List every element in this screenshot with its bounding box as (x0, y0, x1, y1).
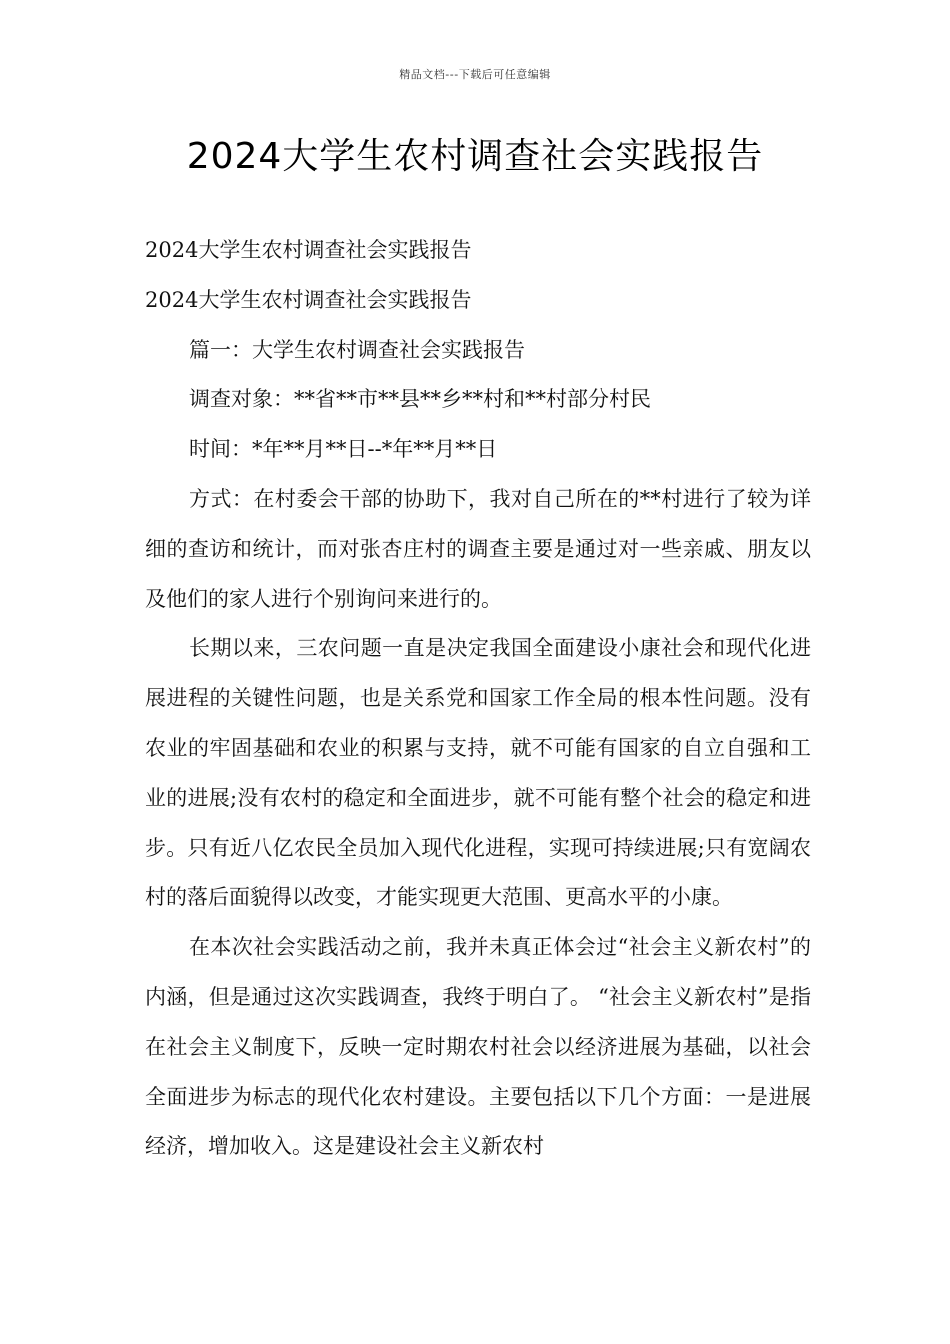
document-title: 2024大学生农村调查社会实践报告 (186, 136, 764, 177)
body-paragraph: 时间：*年**月**日--*年**月**日 (189, 437, 498, 462)
body-paragraph: 方式：在村委会干部的协助下，我对自己所在的**村进行了较为详细的查访和统计，而对张杏庄村的调查主要是通过对一些亲戚、朋友以及他们的家人进行个别询问来进行的。 (145, 486, 811, 611)
body-paragraph: 篇一：大学生农村调查社会实践报告 (189, 337, 525, 362)
header-note: 精品文档---下载后可任意编辑 (399, 68, 551, 81)
body-paragraph: 调查对象：**省**市**县**乡**村和**村部分村民 (189, 387, 651, 412)
document-body (145, 226, 811, 1172)
body-paragraph: 在本次社会实践活动之前，我并未真正体会过“社会主义新农村”的内涵，但是通过这次实践调查，我终于明白了。 “社会主义新农村”是指在社会主义制度下，反映一定时期农村社会以经济进展为基础，以社会全面进步为标志的现代化农村建设。主要包括以下几个方面：一是进展经济，增加收入。这是建设社会主义新农村 (145, 935, 811, 1159)
body-paragraph: 2024大学生农村调查社会实践报告 (145, 287, 472, 312)
body-paragraph: 长期以来，三农问题一直是决定我国全面建设小康社会和现代化进展进程的关键性问题，也是关系党和国家工作全局的根本性问题。没有农业的牢固基础和农业的积累与支持，就不可能有国家的自立自强和工业的进展;没有农村的稳定和全面进步，就不可能有整个社会的稳定和进步。只有近八亿农民全员加入现代化进程，实现可持续进展;只有宽阔农村的落后面貌得以改变，才能实现更大范围、更高水平的小康。 (145, 636, 811, 910)
body-paragraph: 2024大学生农村调查社会实践报告 (145, 238, 472, 262)
